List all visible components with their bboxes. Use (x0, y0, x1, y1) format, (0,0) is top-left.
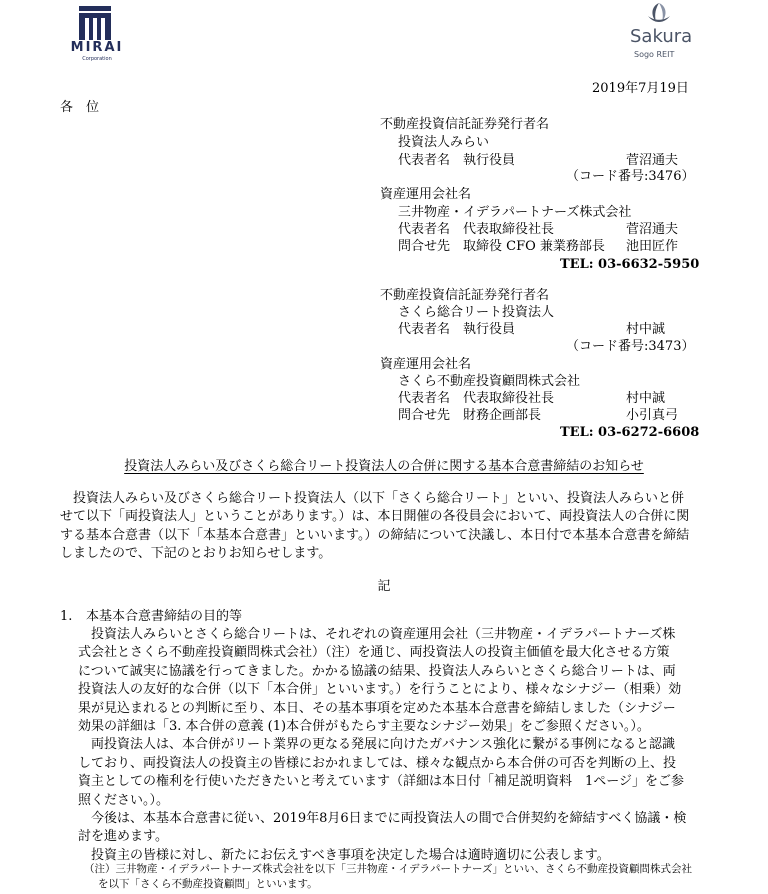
section-line: について誠実に協議を行ってきました。かかる協議の結果、投資法人みらいとさくら総合リートは、両 (78, 663, 676, 679)
manager-rep-role: 代表者名 代表取締役社長 (398, 222, 555, 237)
sakura-wordmark: Sakura (630, 26, 693, 47)
manager-rep-name: 村中誠 (626, 391, 666, 406)
manager-name: 三井物産・イデラパートナーズ株式会社 (398, 205, 632, 220)
manager-rep-name: 菅沼通夫 (626, 222, 679, 237)
manager-heading: 資産運用会社名 (380, 187, 472, 202)
intro-paragraph (60, 490, 710, 564)
manager-tel: TEL: 03-6632-5950 (560, 257, 700, 272)
section-body (78, 626, 710, 865)
issuer-code: （コード番号:3476） (566, 169, 695, 184)
manager-contact-role: 問合せ先 取締役 CFO 兼業務部長 (398, 239, 605, 254)
manager-contact-name: 池田匠作 (626, 239, 679, 254)
issuer-rep-name: 菅沼通夫 (626, 153, 679, 168)
section-line: 投資法人みらいとさくら総合リートは、それぞれの資産運用会社（三井物産・イデラパートナーズ株 (91, 627, 676, 642)
addressee: 各 位 (60, 100, 100, 115)
section-line: 討を進めます。 (78, 829, 168, 845)
release-date: 2019年7月19日 (592, 81, 689, 96)
section-line: 投資法人の友好的な合併（以下「本合併」といいます。）を行うことにより、様々なシナジー（相乗）効 (78, 682, 682, 698)
sakura-swirl-icon (644, 2, 674, 26)
section-line: 効果の詳細は「3. 本合併の意義 (1)本合併がもたらす主要なシナジー効果」をご参照ください。）。 (78, 719, 650, 735)
issuer-rep-role: 代表者名 執行役員 (398, 153, 516, 168)
manager-tel: TEL: 03-6272-6608 (560, 425, 700, 440)
section-line: 果が見込まれるとの判断に至り、本日、その基本事項を定めた本基本合意書を締結しました（シナジー (78, 700, 676, 716)
footnote-line: （注）三井物産・イデラパートナーズ株式会社を以下「三井物産・イデラパートナーズ」といい、さくら不動産投資顧問株式会社 (84, 863, 692, 875)
issuer-code: （コード番号:3473） (566, 339, 695, 354)
sakura-subtitle: Sogo REIT (634, 50, 675, 59)
issuer-rep-name: 村中誠 (626, 322, 666, 337)
issuer-name: さくら総合リート投資法人 (398, 305, 555, 320)
manager-name: さくら不動産投資顧問株式会社 (398, 374, 581, 389)
ki-marker: 記 (377, 579, 391, 594)
section-line: 式会社とさくら不動産投資顧問株式会社）（注）を通じ、両投資法人の投資主価値を最大化させる方策 (78, 645, 670, 661)
section-line: 両投資法人は、本合併がリート業界の更なる発展に向けたガバナンス強化に繋がる事例になると認識 (91, 737, 675, 753)
mirai-mark-icon (79, 6, 111, 40)
issuer-name: 投資法人みらい (398, 135, 490, 150)
section-line: しており、両投資法人の投資主の皆様におかれましては、様々な観点から本合併の可否を判断の上、投 (78, 755, 677, 771)
sakura-logo (628, 2, 708, 68)
mirai-wordmark: MIRAI (70, 40, 124, 55)
intro-line: 投資法人みらい及びさくら総合リート投資法人（以下「さくら総合リート」といい、投資法人みらいと併 (73, 491, 685, 506)
manager-heading: 資産運用会社名 (380, 357, 472, 372)
section-line: 資主としての権利を行使いただきたいと考えています（詳細は本日付「補足説明資料 1ページ」をご参 (78, 774, 685, 790)
section-line: 投資主の皆様に対し、新たにお伝えすべき事項を決定した場合は適時適切に公表します。 (91, 847, 610, 863)
mirai-subtitle: Corporation (82, 56, 112, 62)
intro-line: する基本合意書（以下「本基本合意書」といいます。）の締結について決議し、本日付で本基本合意書を締結 (60, 527, 690, 543)
mirai-logo (52, 6, 142, 64)
section-heading: 本基本合意書締結の目的等 (86, 609, 243, 624)
intro-line: せて以下「両投資法人」ということがあります。）は、本日開催の各役員会において、両投資法人の合併に関 (60, 509, 690, 525)
issuer-heading: 不動産投資信託証券発行者名 (380, 288, 550, 303)
section-line: 照ください。）。 (78, 792, 170, 808)
manager-rep-role: 代表者名 代表取締役社長 (398, 391, 555, 406)
issuer-rep-role: 代表者名 執行役員 (398, 322, 516, 337)
manager-contact-role: 問合せ先 財務企画部長 (398, 408, 542, 423)
manager-contact-name: 小引真弓 (626, 408, 679, 423)
document-title: 投資法人みらい及びさくら総合リート投資法人の合併に関する基本合意書締結のお知らせ (124, 459, 644, 474)
issuer-heading: 不動産投資信託証券発行者名 (380, 117, 550, 132)
section-line: 今後は、本基本合意書に従い、2019年8月6日までに両投資法人の間で合併契約を締結すべく協議・検 (91, 811, 687, 827)
intro-line: しましたので、下記のとおりお知らせします。 (60, 546, 332, 562)
footnote-line: を以下「さくら不動産投資顧問」といいます。 (98, 878, 318, 890)
section-number: 1. (60, 609, 73, 624)
